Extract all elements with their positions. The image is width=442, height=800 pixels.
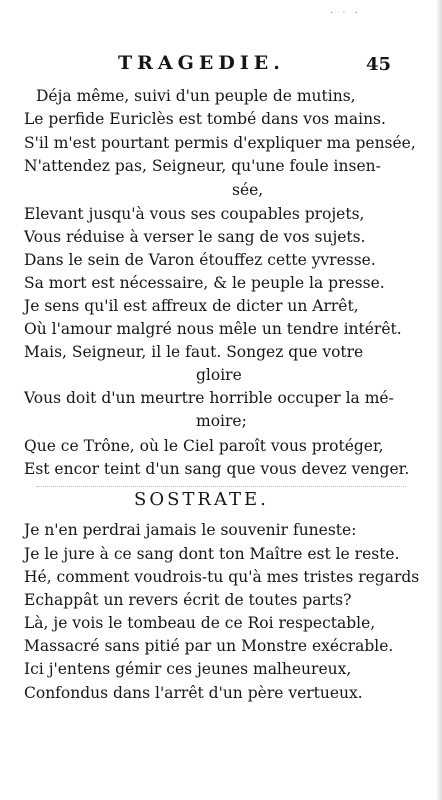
ink-specks: · · ·: [330, 8, 361, 19]
page-edge-shadow: [436, 0, 442, 800]
faint-rule: [36, 486, 406, 487]
verse-line: Mais, Seigneur, il le faut. Songez que votre: [24, 343, 364, 361]
verse-line: Est encor teint d'un sang que vous devez venger.: [24, 460, 410, 478]
verse-line: Massacré sans pitié par un Monstre exécrable.: [24, 637, 394, 655]
verse-line: Je sens qu'il est affreux de dicter un Arrêt,: [24, 297, 359, 315]
verse-line: N'attendez pas, Seigneur, qu'une foule insen-: [24, 157, 381, 175]
running-head-title: TRAGEDIE.: [118, 52, 285, 74]
verse-line: Ici j'entens gémir ces jeunes malheureux,: [24, 660, 352, 678]
page-number: 45: [366, 54, 392, 75]
verse-line-continuation: gloire: [196, 366, 242, 384]
verse-line: Je le jure à ce sang dont ton Maître est le reste.: [24, 545, 400, 563]
verse-line-continuation: moire;: [196, 412, 247, 430]
verse-line: Confondus dans l'arrêt d'un père vertueux.: [24, 684, 363, 702]
verse-line: Vous réduise à verser le sang de vos sujets.: [24, 228, 366, 246]
verse-line: Elevant jusqu'à vous ses coupables projets,: [24, 205, 365, 223]
verse-line: Sa mort est nécessaire, & le peuple la presse.: [24, 274, 385, 292]
speaker-name: SOSTRATE.: [134, 489, 269, 510]
verse-line: Que ce Trône, où le Ciel paroît vous protéger,: [24, 437, 384, 455]
verse-line: Où l'amour malgré nous mêle un tendre intérêt.: [24, 320, 402, 338]
verse-line: S'il m'est pourtant permis d'expliquer ma pensée,: [24, 134, 416, 152]
verse-line: Hé, comment voudrois-tu qu'à mes tristes regards: [24, 568, 420, 586]
verse-line: Déja même, suivi d'un peuple de mutins,: [36, 87, 356, 105]
verse-line: Je n'en perdrai jamais le souvenir funeste:: [24, 521, 357, 539]
verse-line: Le perfide Euriclès est tombé dans vos mains.: [24, 110, 386, 128]
verse-line: Là, je vois le tombeau de ce Roi respectable,: [24, 614, 376, 632]
verse-line: Dans le sein de Varon étouffez cette yvresse.: [24, 251, 376, 269]
verse-line: Echappât un revers écrit de toutes parts?: [24, 591, 352, 609]
verse-line-continuation: sée,: [232, 181, 264, 199]
verse-line: Vous doit d'un meurtre horrible occuper la mé-: [24, 389, 394, 407]
